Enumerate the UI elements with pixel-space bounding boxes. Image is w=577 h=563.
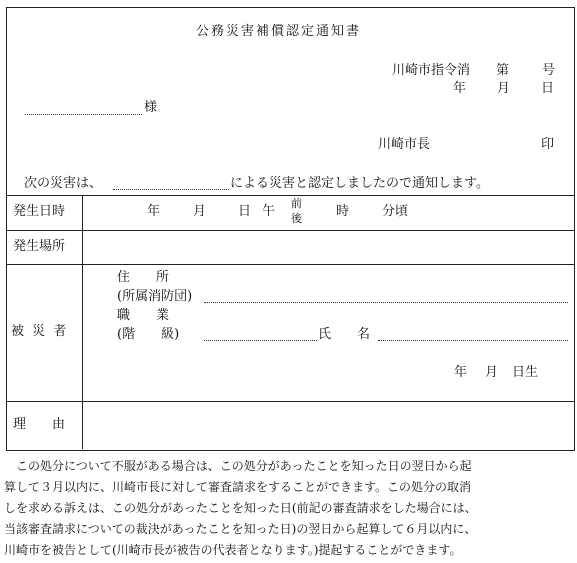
date-year: 年	[453, 81, 467, 96]
victim-affiliation-label: (所属消防団)	[117, 289, 193, 304]
footer-line-4: 当該審査請求についての裁決があったことを知った日)の翌日から起算して６月以内に、	[4, 522, 477, 536]
document-title: 公務災害補償認定通知書	[196, 24, 362, 39]
birth-month: 月	[485, 365, 499, 380]
victim-position-blank	[204, 340, 317, 341]
occurrence-place-label: 発生場所	[13, 239, 66, 254]
row-rule-2	[6, 264, 574, 265]
issuer-name: 川崎市長	[378, 137, 431, 152]
victim-name-blank	[378, 340, 568, 341]
row-rule-1	[6, 230, 574, 231]
row-rule-3	[6, 401, 574, 402]
doc-number-prefix: 川崎市指令消	[392, 63, 471, 78]
birth-year: 年	[454, 365, 468, 380]
victim-name-label: 氏 名	[318, 327, 371, 342]
occ-pm: 後	[291, 212, 302, 225]
table-top-rule	[6, 195, 574, 196]
occ-day: 日	[238, 204, 252, 219]
addressee-suffix: 様	[144, 100, 158, 115]
victim-rank-label: (階 級)	[117, 327, 180, 342]
footer-line-1: この処分について不服がある場合は、この処分があったことを知った日の翌日から起	[4, 459, 472, 473]
occ-hour: 時	[336, 204, 350, 219]
occ-month: 月	[193, 204, 207, 219]
addressee-blank	[25, 114, 142, 115]
victim-label: 被 災 者	[11, 324, 69, 339]
seal-mark: 印	[541, 137, 555, 152]
reason-label: 理 由	[13, 417, 66, 432]
disaster-cause-blank	[113, 189, 229, 190]
footer-line-5: 川崎市を被告として(川崎市長が被告の代表者となります。)提起することができます。	[4, 543, 462, 557]
occ-minute: 分頃	[382, 204, 409, 219]
notice-pre: 次の災害は、	[24, 176, 103, 191]
date-month: 月	[497, 81, 511, 96]
label-column-divider	[82, 195, 83, 449]
date-day: 日	[541, 81, 555, 96]
victim-address-label: 住 所	[117, 270, 170, 285]
occ-year: 年	[147, 204, 161, 219]
occurrence-datetime-label: 発生日時	[13, 204, 66, 219]
doc-number-go: 号	[542, 63, 556, 78]
occ-am-pm-prefix: 午	[262, 204, 276, 219]
occ-am: 前	[291, 197, 302, 210]
victim-address-blank	[204, 302, 568, 303]
footer-line-3: しを求める訴えは、この処分があったことを知った日(前記の審査請求をした場合には、	[4, 501, 477, 515]
footer-line-2: 算して３月以内に、川崎市長に対して審査請求をすることができます。この処分の取消	[4, 480, 472, 494]
victim-position-label: 職 業	[117, 308, 170, 323]
doc-number-dai: 第	[496, 63, 510, 78]
notice-post: による災害と認定しましたので通知します。	[230, 176, 489, 191]
birth-day: 日生	[512, 365, 539, 380]
notice-frame	[6, 7, 575, 451]
